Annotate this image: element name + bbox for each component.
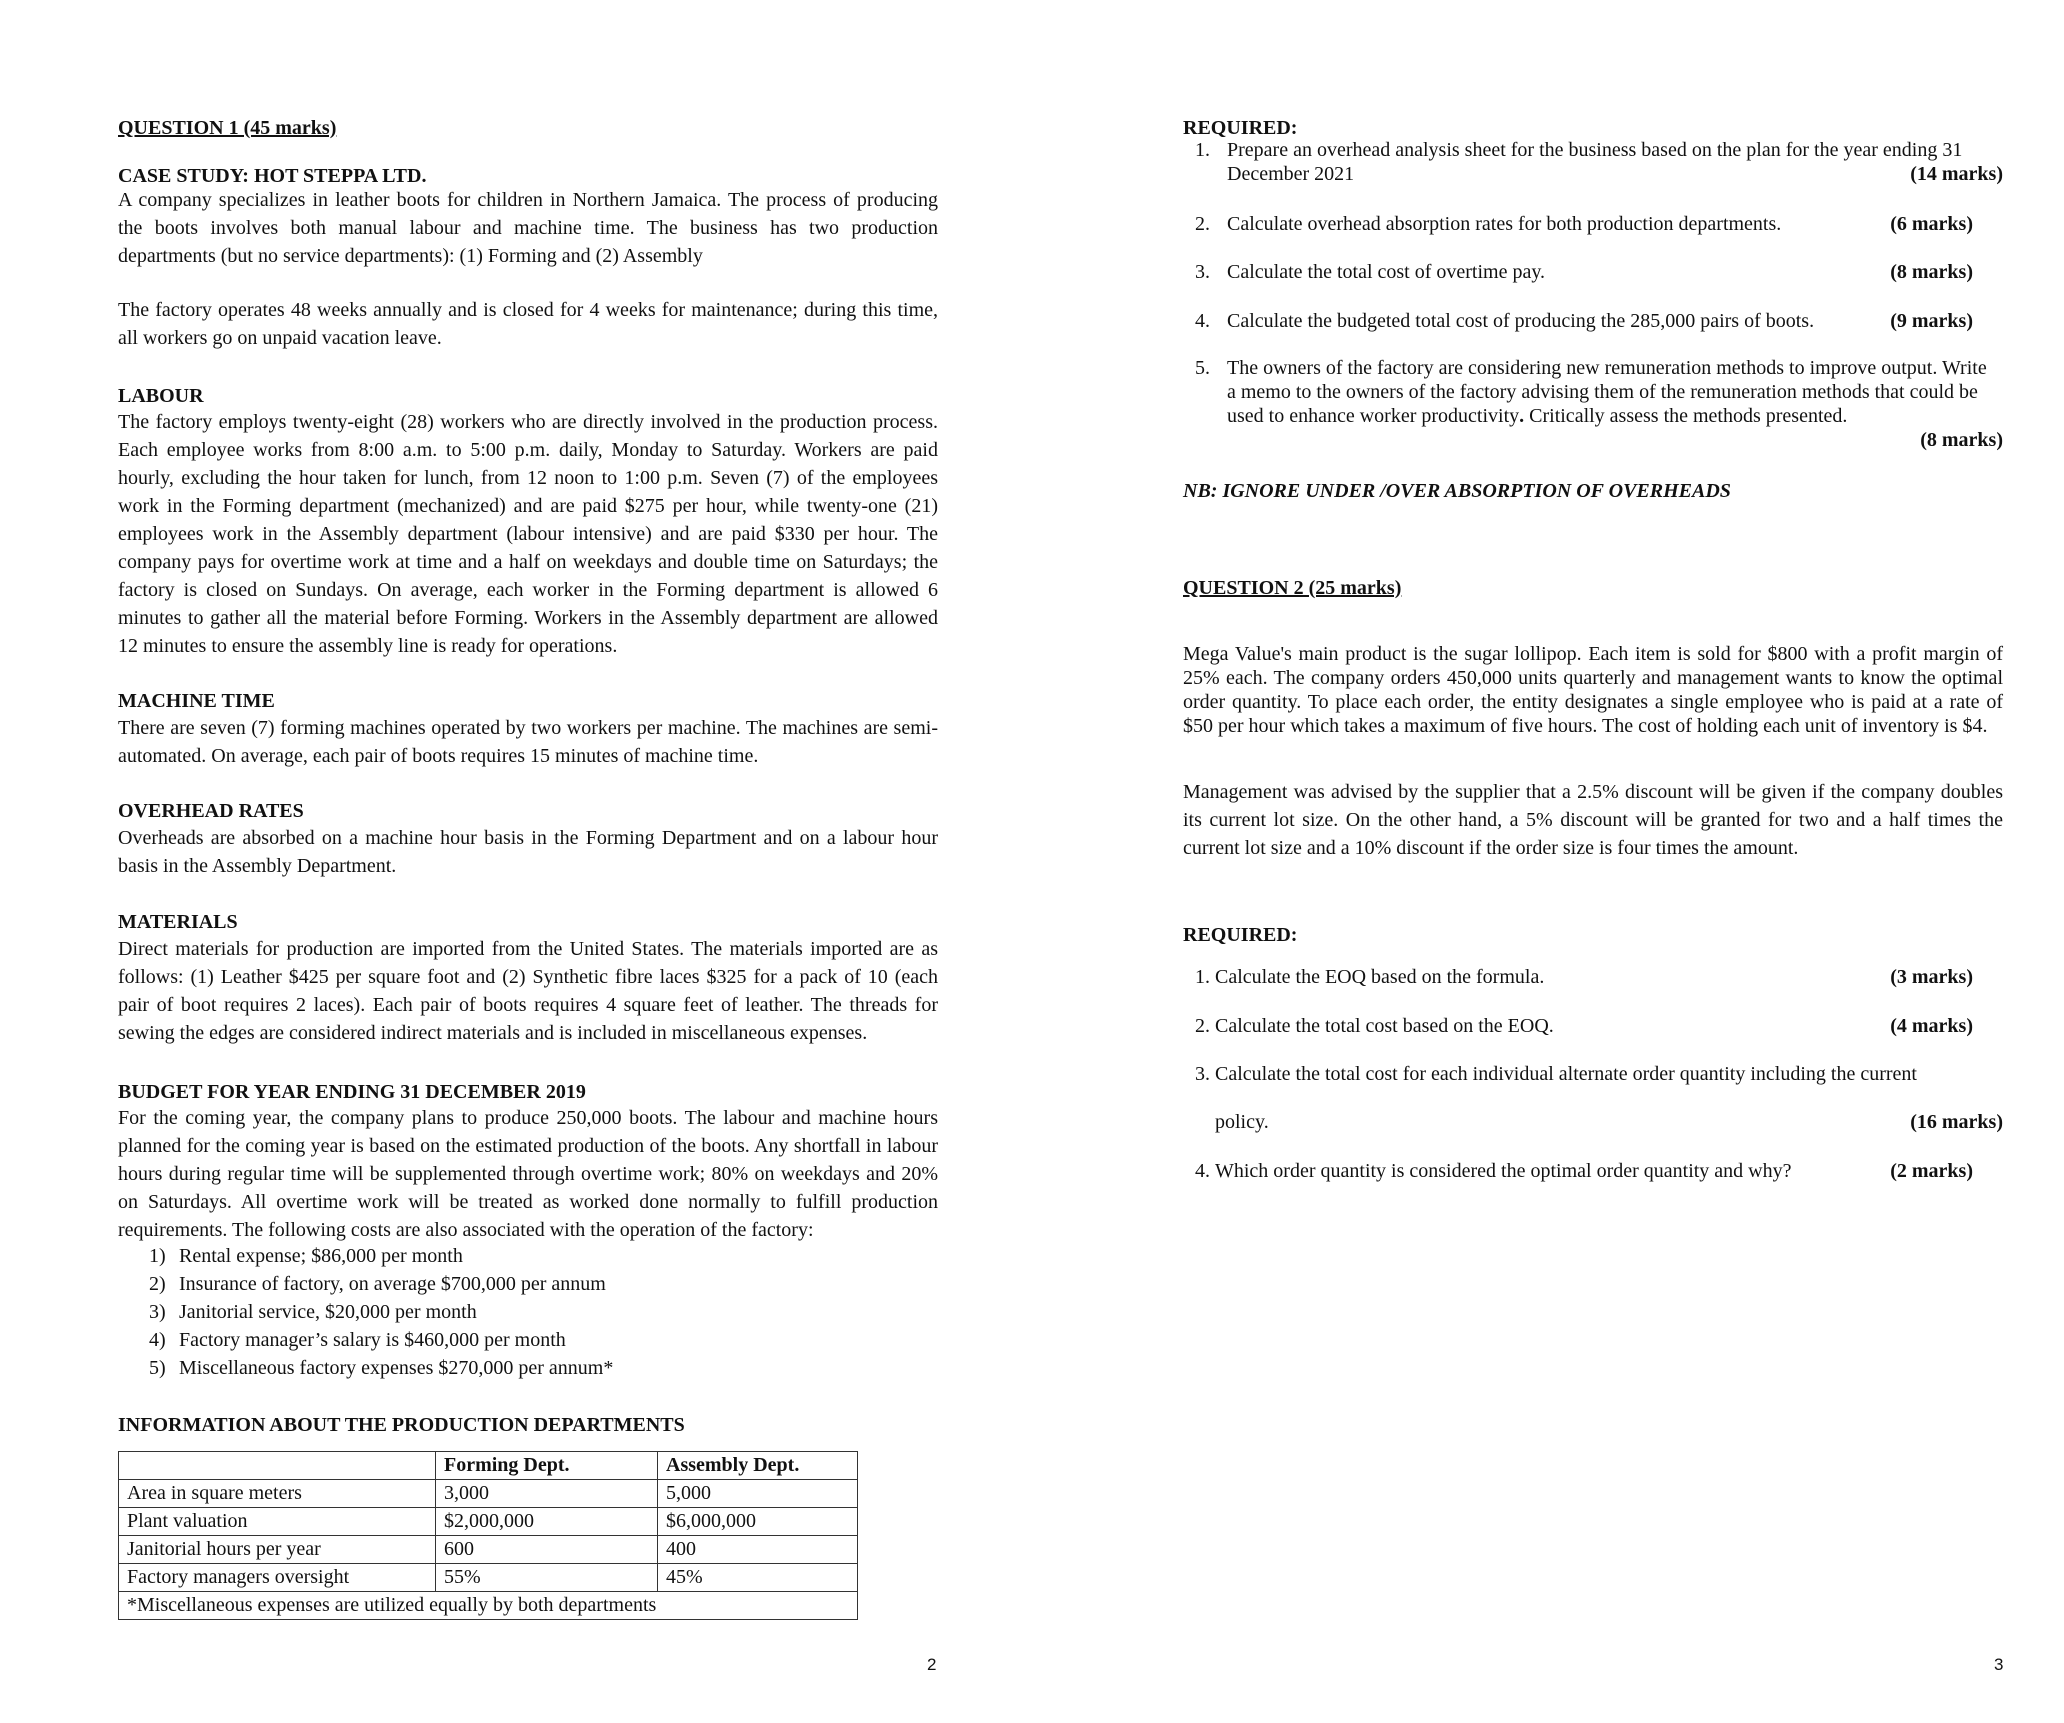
cost-item: 2) Insurance of factory, on average $700,000 per annum: [149, 1273, 606, 1295]
table-row: [119, 1480, 858, 1508]
page-number-right: 3: [1994, 1655, 2004, 1674]
marks-label: (8 marks): [1890, 261, 1973, 283]
required-item: 2. Calculate the total cost based on the EOQ. (4 marks): [1183, 1012, 2003, 1040]
production-info-heading: INFORMATION ABOUT THE PRODUCTION DEPARTMENTS: [118, 1414, 685, 1436]
required-item: 3. Calculate the total cost of overtime pay. (8 marks): [1183, 258, 2003, 286]
cost-item: 3) Janitorial service, $20,000 per month: [149, 1301, 477, 1323]
table-cell: Factory managers oversight: [119, 1564, 436, 1592]
table-header-cell: Forming Dept.: [436, 1452, 658, 1480]
table-footnote: *Miscellaneous expenses are utilized equally by both departments: [119, 1592, 858, 1620]
materials-paragraph: Direct materials for production are imported from the United States. The materials imported are as follows: (1) Leather $425 per square foot and (2) Synthetic fibre laces $325 for a pack of 10 (each pair of boot requires 2 laces). Each pair of boots requires 4 square feet of leather. The threads for sewing the edges are considered indirect materials and is included in miscellaneous expenses.: [118, 938, 938, 1044]
required-heading-q1: REQUIRED:: [1183, 117, 1298, 139]
table-cell: 600: [436, 1536, 658, 1564]
required-item: 1. Calculate the EOQ based on the formula. (3 marks): [1183, 963, 2003, 991]
labour-paragraph: The factory employs twenty-eight (28) workers who are directly involved in the production process. Each employee works from 8:00 a.m. to 5:00 p.m. daily, Monday to Saturday. Workers are paid hourly, excluding the hour taken for lunch, from 12 noon to 1:00 p.m. Seven (7) of the employees work in the Forming department (mechanized) and are paid $275 per hour, while twenty-one (21) employees work in the Assembly department (labour intensive) and are paid $330 per hour. The company pays for overtime work at time and a half on weekdays and double time on Saturdays; the factory is closed on Sundays. On average, each worker in the Forming department is allowed 6 minutes to gather all the material before Forming. Workers in the Assembly department are allowed 12 minutes to ensure the assembly line is ready for operations.: [118, 411, 938, 657]
table-cell: 400: [658, 1536, 858, 1564]
table-cell: 3,000: [436, 1480, 658, 1508]
table-cell: 5,000: [658, 1480, 858, 1508]
table-footnote-row: [119, 1592, 858, 1620]
required-item: 4. Calculate the budgeted total cost of producing the 285,000 pairs of boots. (9 marks): [1183, 307, 2003, 335]
marks-label: (6 marks): [1890, 213, 1973, 235]
required-item: 2. Calculate overhead absorption rates for both production departments. (6 marks): [1183, 210, 2003, 238]
budget-paragraph: For the coming year, the company plans to produce 250,000 boots. The labour and machine hours planned for the coming year is based on the estimated production of the boots. Any shortfall in labour hours during regular time will be supplemented through overtime work; 80% on weekdays and 20% on Saturdays. All overtime work will be treated as worked done normally to fulfill production requirements. The following costs are also associated with the operation of the factory:: [118, 1107, 938, 1241]
question-2-title: QUESTION 2 (25 marks): [1183, 577, 1402, 599]
overhead-rates-paragraph: Overheads are absorbed on a machine hour basis in the Forming Department and on a labour hour basis in the Assembly Department.: [118, 827, 938, 877]
labour-heading: LABOUR: [118, 385, 204, 407]
table-cell: 55%: [436, 1564, 658, 1592]
marks-label: (2 marks): [1890, 1160, 1973, 1182]
required-item: 3. Calculate the total cost for each individual alternate order quantity including the current policy. (16 marks): [1183, 1060, 2003, 1136]
cost-item: 5) Miscellaneous factory expenses $270,000 per annum*: [149, 1357, 614, 1379]
table-row: [119, 1508, 858, 1536]
required-item: 5. The owners of the factory are considering new remuneration methods to improve output. Write a memo to the owners of the factory advising them of the remuneration methods that could be used to enhance worker productivity. Critically assess the methods presented. (8 marks): [1195, 357, 2003, 451]
materials-heading: MATERIALS: [118, 911, 238, 933]
question-2-paragraph-2: Management was advised by the supplier that a 2.5% discount will be given if the company doubles its current lot size. On the other hand, a 5% discount will be granted for two and a half times the current lot size and a 10% discount if the order size is four times the amount.: [1183, 781, 2003, 859]
table-header-row: [119, 1452, 858, 1480]
question-2-paragraph-1: Mega Value's main product is the sugar lollipop. Each item is sold for $800 with a profit margin of 25% each. The company orders 450,000 units quarterly and management wants to know the optimal order quantity. To place each order, the entity designates a single employee who is paid at a rate of $50 per hour which takes a maximum of five hours. The cost of holding each unit of inventory is $4.: [1183, 643, 2003, 737]
marks-label: (3 marks): [1890, 966, 1973, 988]
budget-heading: BUDGET FOR YEAR ENDING 31 DECEMBER 2019: [118, 1081, 586, 1103]
table-cell: $6,000,000: [658, 1508, 858, 1536]
case-paragraph: A company specializes in leather boots for children in Northern Jamaica. The process of producing the boots involves both manual labour and machine time. The business has two production departments (but no service departments): (1) Forming and (2) Assembly: [118, 189, 938, 267]
marks-label: (16 marks): [1910, 1111, 2003, 1133]
table-header-cell: Assembly Dept.: [658, 1452, 858, 1480]
marks-label: (14 marks): [1910, 163, 2003, 185]
table-cell: $2,000,000: [436, 1508, 658, 1536]
table-header-cell: [119, 1452, 436, 1480]
machine-time-paragraph: There are seven (7) forming machines operated by two workers per machine. The machines are semi-automated. On average, each pair of boots requires 15 minutes of machine time.: [118, 717, 938, 767]
overhead-rates-heading: OVERHEAD RATES: [118, 800, 304, 822]
required-heading-q2: REQUIRED:: [1183, 924, 1298, 946]
table-cell: Plant valuation: [119, 1508, 436, 1536]
page-number-left: 2: [927, 1655, 937, 1674]
marks-label: (4 marks): [1890, 1015, 1973, 1037]
marks-label: (9 marks): [1890, 310, 1973, 332]
question-1-title: QUESTION 1 (45 marks): [118, 117, 337, 139]
nb-note: NB: IGNORE UNDER /OVER ABSORPTION OF OVERHEADS: [1183, 480, 1731, 502]
case-study-heading: CASE STUDY: HOT STEPPA LTD.: [118, 165, 427, 187]
cost-item: 1) Rental expense; $86,000 per month: [149, 1245, 463, 1267]
required-item: 4. Which order quantity is considered the optimal order quantity and why? (2 marks): [1183, 1157, 2003, 1185]
departments-table: [118, 1451, 858, 1620]
table-cell: Area in square meters: [119, 1480, 436, 1508]
table-row: [119, 1564, 858, 1592]
cost-item: 4) Factory manager’s salary is $460,000 per month: [149, 1329, 566, 1351]
table-cell: Janitorial hours per year: [119, 1536, 436, 1564]
required-item: 1. Prepare an overhead analysis sheet for the business based on the plan for the year ending 31 December 2021 (14 marks): [1195, 139, 2003, 185]
table-cell: 45%: [658, 1564, 858, 1592]
factory-paragraph: The factory operates 48 weeks annually and is closed for 4 weeks for maintenance; during this time, all workers go on unpaid vacation leave.: [118, 299, 938, 349]
marks-label: (8 marks): [1920, 429, 2003, 451]
machine-time-heading: MACHINE TIME: [118, 690, 275, 712]
table-row: [119, 1536, 858, 1564]
